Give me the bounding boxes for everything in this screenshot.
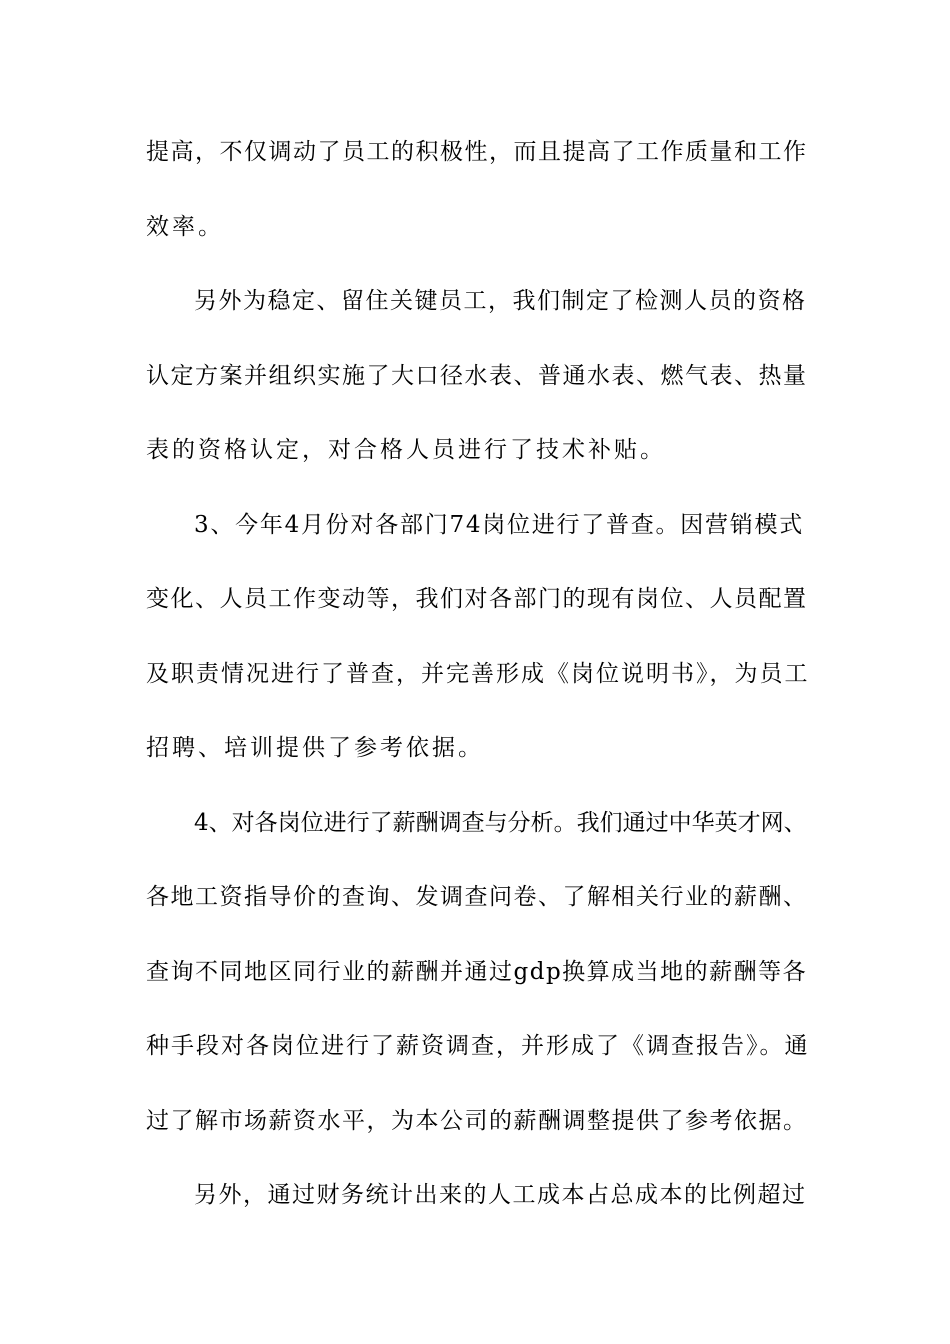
- text-line: 查询不同地区同行业的薪酬并通过gdp换算成当地的薪酬等各: [146, 959, 808, 985]
- text-line: 过了解市场薪资水平，为本公司的薪酬调整提供了参考依据。: [146, 1108, 808, 1134]
- text-line: 种手段对各岗位进行了薪资调查，并形成了《调查报告》。通: [146, 1033, 810, 1059]
- text-line: 变化、人员工作变动等，我们对各部门的现有岗位、人员配置: [146, 586, 808, 612]
- text-line: 招聘、培训提供了参考依据。: [146, 735, 484, 761]
- text-line: 提高，不仅调动了员工的积极性，而且提高了工作质量和工作: [146, 139, 808, 165]
- text-line: 各地工资指导价的查询、发调查问卷、了解相关行业的薪酬、: [146, 884, 808, 910]
- paragraph-start-line: 3、今年4月份对各部门74岗位进行了普查。因营销模式: [194, 512, 805, 538]
- paragraph-start-line: 另外，通过财务统计出来的人工成本占总成本的比例超过: [194, 1182, 807, 1208]
- text-line: 认定方案并组织实施了大口径水表、普通水表、燃气表、热量: [146, 363, 808, 389]
- paragraph-start-line: 另外为稳定、留住关键员工，我们制定了检测人员的资格: [194, 288, 807, 314]
- text-line: 及职责情况进行了普查，并完善形成《岗位说明书》，为员工: [146, 661, 810, 687]
- text-line: 效率。: [146, 214, 224, 240]
- paragraph-start-line: 4、对各岗位进行了薪酬调查与分析。我们通过中华英才网、: [194, 810, 807, 836]
- text-line: 表的资格认定，对合格人员进行了技术补贴。: [146, 437, 666, 463]
